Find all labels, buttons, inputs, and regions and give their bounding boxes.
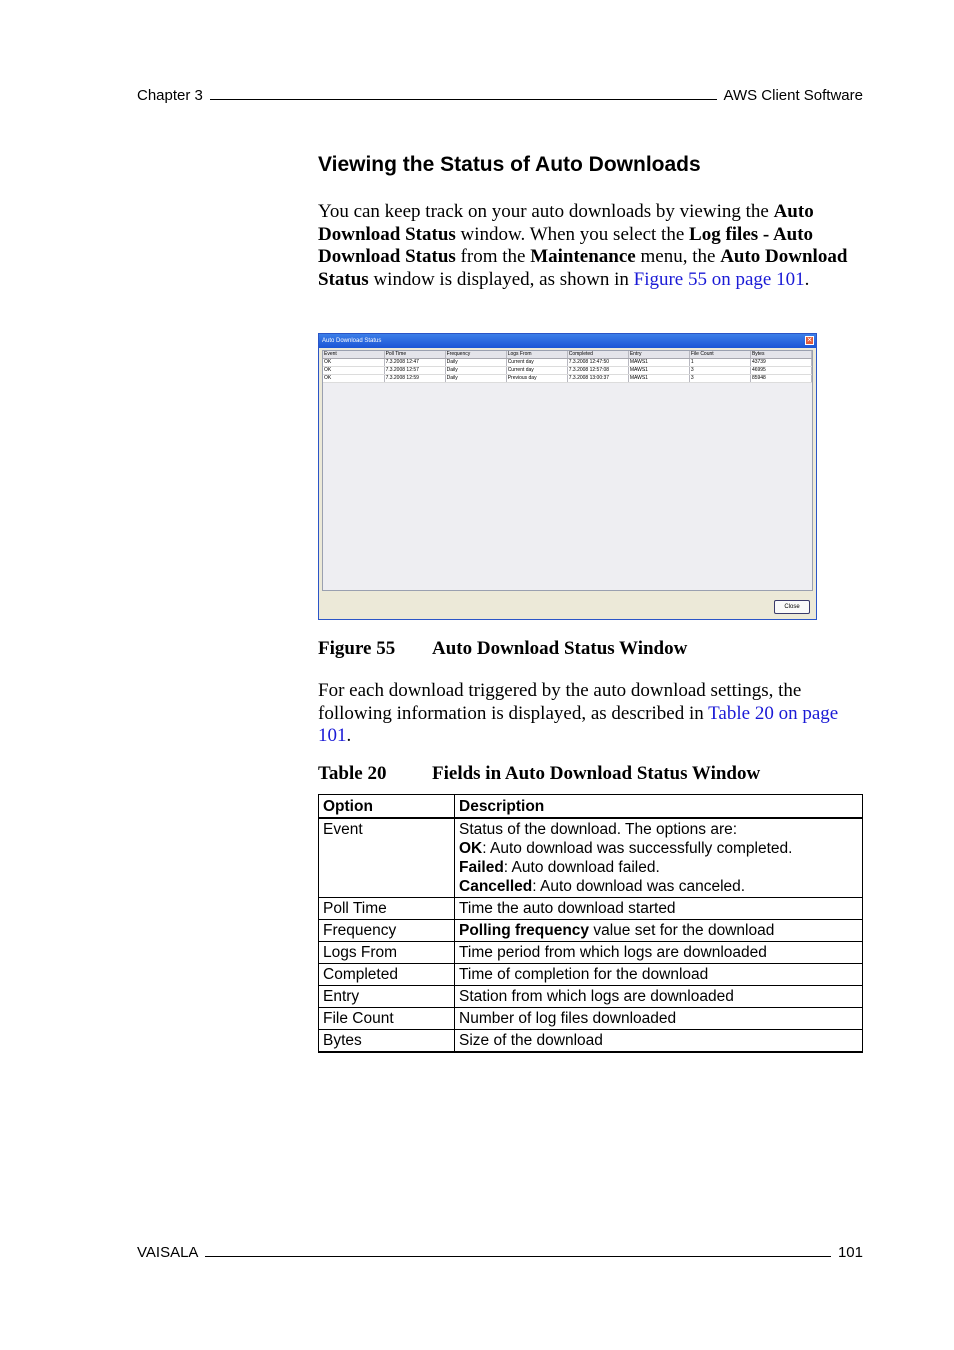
- option-header: Option: [319, 795, 455, 819]
- window-titlebar: [319, 334, 816, 348]
- fields-table: [318, 794, 863, 1053]
- table-caption: Table 20 Fields in Auto Download Status Window: [318, 763, 761, 784]
- auto-download-status-window: [318, 333, 817, 620]
- description-header: Description: [455, 795, 863, 819]
- header-rule: [210, 86, 717, 100]
- table-row[interactable]: OK 7.3.2008 12:57 Daily Current day 7.3.2008 12:57:08 MAWS1 3 46995: [323, 367, 812, 375]
- table-row: Bytes Size of the download: [319, 1030, 863, 1053]
- table-row: Frequency Polling frequency value set for the download: [319, 920, 863, 942]
- page-number: 101: [837, 1244, 863, 1261]
- window-title: Auto Download Status: [322, 338, 382, 344]
- section-title: Viewing the Status of Auto Downloads: [318, 153, 701, 176]
- table-row: Logs From Time period from which logs are downloaded: [319, 942, 863, 964]
- table-row: Entry Station from which logs are downloaded: [319, 986, 863, 1008]
- intro-paragraph: You can keep track on your auto downloads by viewing the Auto Download Status window. When you select the Log files - Auto Download Status from the Maintenance menu, the Auto Download Status window is displayed, as shown in Figure 55 on page 101.: [318, 201, 848, 290]
- col-file-count[interactable]: File Count: [689, 351, 750, 359]
- table-link[interactable]: Table 20 on page 101: [318, 702, 839, 746]
- status-table: [323, 351, 812, 383]
- running-header: [137, 86, 863, 104]
- figure-caption: Figure 55 Auto Download Status Window: [318, 638, 688, 659]
- col-bytes[interactable]: Bytes: [750, 351, 811, 359]
- footer-rule: [205, 1243, 831, 1257]
- running-footer: [137, 1243, 863, 1261]
- status-grid: [322, 350, 813, 591]
- table-row[interactable]: OK 7.3.2008 12:47 Daily Current day 7.3.2008 12:47:50 MAWS1 1 43739: [323, 359, 812, 367]
- col-entry[interactable]: Entry: [628, 351, 689, 359]
- chapter-label: Chapter 3: [137, 87, 203, 104]
- table-row: Poll Time Time the auto download started: [319, 898, 863, 920]
- figure-link[interactable]: Figure 55 on page 101: [633, 268, 805, 290]
- col-poll-time[interactable]: Poll Time: [384, 351, 445, 359]
- table-row: Completed Time of completion for the download: [319, 964, 863, 986]
- table-row[interactable]: OK 7.3.2008 12:59 Daily Previous day 7.3.2008 13:00:37 MAWS1 3 85948: [323, 375, 812, 383]
- fields-table-header: [319, 795, 863, 819]
- close-icon[interactable]: ✕: [806, 337, 813, 344]
- table-row: Event Status of the download. The options are: OK: Auto download was successfully completed. Failed: Auto download failed. Cancelled: Auto download was canceled.: [319, 818, 863, 898]
- close-button[interactable]: Close: [774, 600, 810, 614]
- col-logs-from[interactable]: Logs From: [506, 351, 567, 359]
- description-paragraph: For each download triggered by the auto download settings, the following information is displayed, as described in Table 20 on page 101.: [318, 680, 839, 746]
- col-completed[interactable]: Completed: [567, 351, 628, 359]
- col-event[interactable]: Event: [323, 351, 384, 359]
- table-row: File Count Number of log files downloaded: [319, 1008, 863, 1030]
- company-name: VAISALA: [137, 1244, 199, 1261]
- status-table-header: [323, 351, 812, 359]
- col-frequency[interactable]: Frequency: [445, 351, 506, 359]
- header-title: AWS Client Software: [723, 87, 863, 104]
